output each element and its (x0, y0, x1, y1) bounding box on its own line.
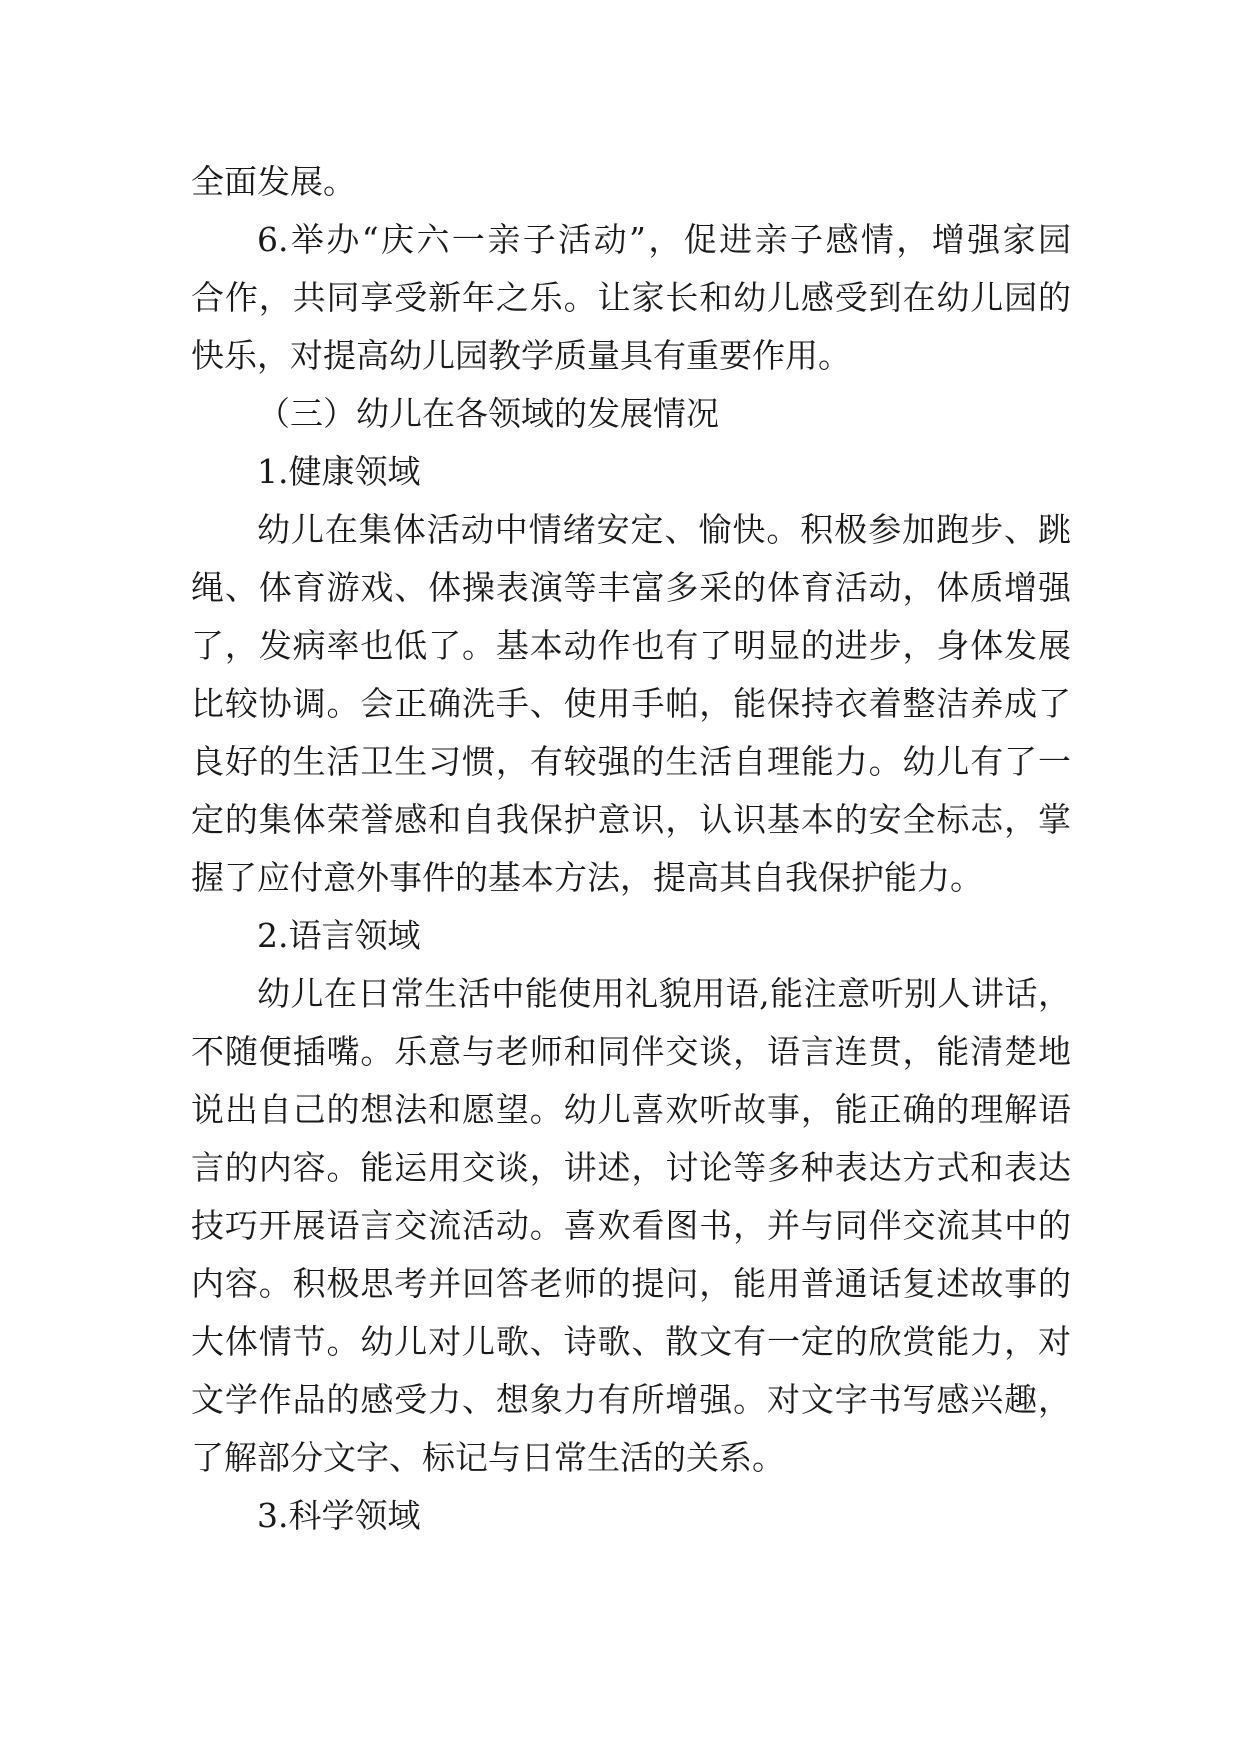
text-line: 绳、体育游戏、体操表演等丰富多采的体育活动，体质增强 (191, 568, 1071, 607)
text-line: 比较协调。会正确洗手、使用手帕，能保持衣着整洁养成了 (191, 684, 1071, 723)
text-line: 合作，共同享受新年之乐。让家长和幼儿感受到在幼儿园的 (191, 278, 1071, 317)
paragraph-health-start: 幼儿在集体活动中情绪安定、愉快。积极参加跑步、跳 (257, 510, 1071, 549)
subheading-language: 2.语言领域 (257, 916, 421, 955)
list-item-6-start: 6.举办“庆六一亲子活动”，促进亲子感情，增强家园 (257, 220, 1071, 259)
text-line: 文学作品的感受力、想象力有所增强。对文字书写感兴趣， (191, 1380, 1071, 1419)
subheading-science: 3.科学领域 (257, 1496, 421, 1535)
text-line: 技巧开展语言交流活动。喜欢看图书，并与同伴交流其中的 (191, 1206, 1071, 1245)
text-line: 大体情节。幼儿对儿歌、诗歌、散文有一定的欣赏能力，对 (191, 1322, 1071, 1361)
text-line: 握了应付意外事件的基本方法，提高其自我保护能力。 (191, 858, 983, 897)
text-line: 不随便插嘴。乐意与老师和同伴交谈，语言连贯，能清楚地 (191, 1032, 1071, 1071)
text-line: 言的内容。能运用交谈，讲述，讨论等多种表达方式和表达 (191, 1148, 1071, 1187)
paragraph-language-start: 幼儿在日常生活中能使用礼貌用语,能注意听别人讲话， (257, 974, 1071, 1013)
section-heading-3: （三）幼儿在各领域的发展情况 (257, 394, 719, 433)
text-line: 了，发病率也低了。基本动作也有了明显的进步，身体发展 (191, 626, 1071, 665)
text-line: 了解部分文字、标记与日常生活的关系。 (191, 1438, 785, 1477)
text-line: 内容。积极思考并回答老师的提问，能用普通话复述故事的 (191, 1264, 1071, 1303)
text-line: 快乐，对提高幼儿园教学质量具有重要作用。 (191, 336, 851, 375)
text-line: 说出自己的想法和愿望。幼儿喜欢听故事，能正确的理解语 (191, 1090, 1071, 1129)
text-line: 定的集体荣誉感和自我保护意识，认识基本的安全标志，掌 (191, 800, 1071, 839)
text-line: 全面发展。 (191, 162, 356, 201)
subheading-health: 1.健康领域 (257, 452, 421, 491)
text-line: 良好的生活卫生习惯，有较强的生活自理能力。幼儿有了一 (191, 742, 1071, 781)
